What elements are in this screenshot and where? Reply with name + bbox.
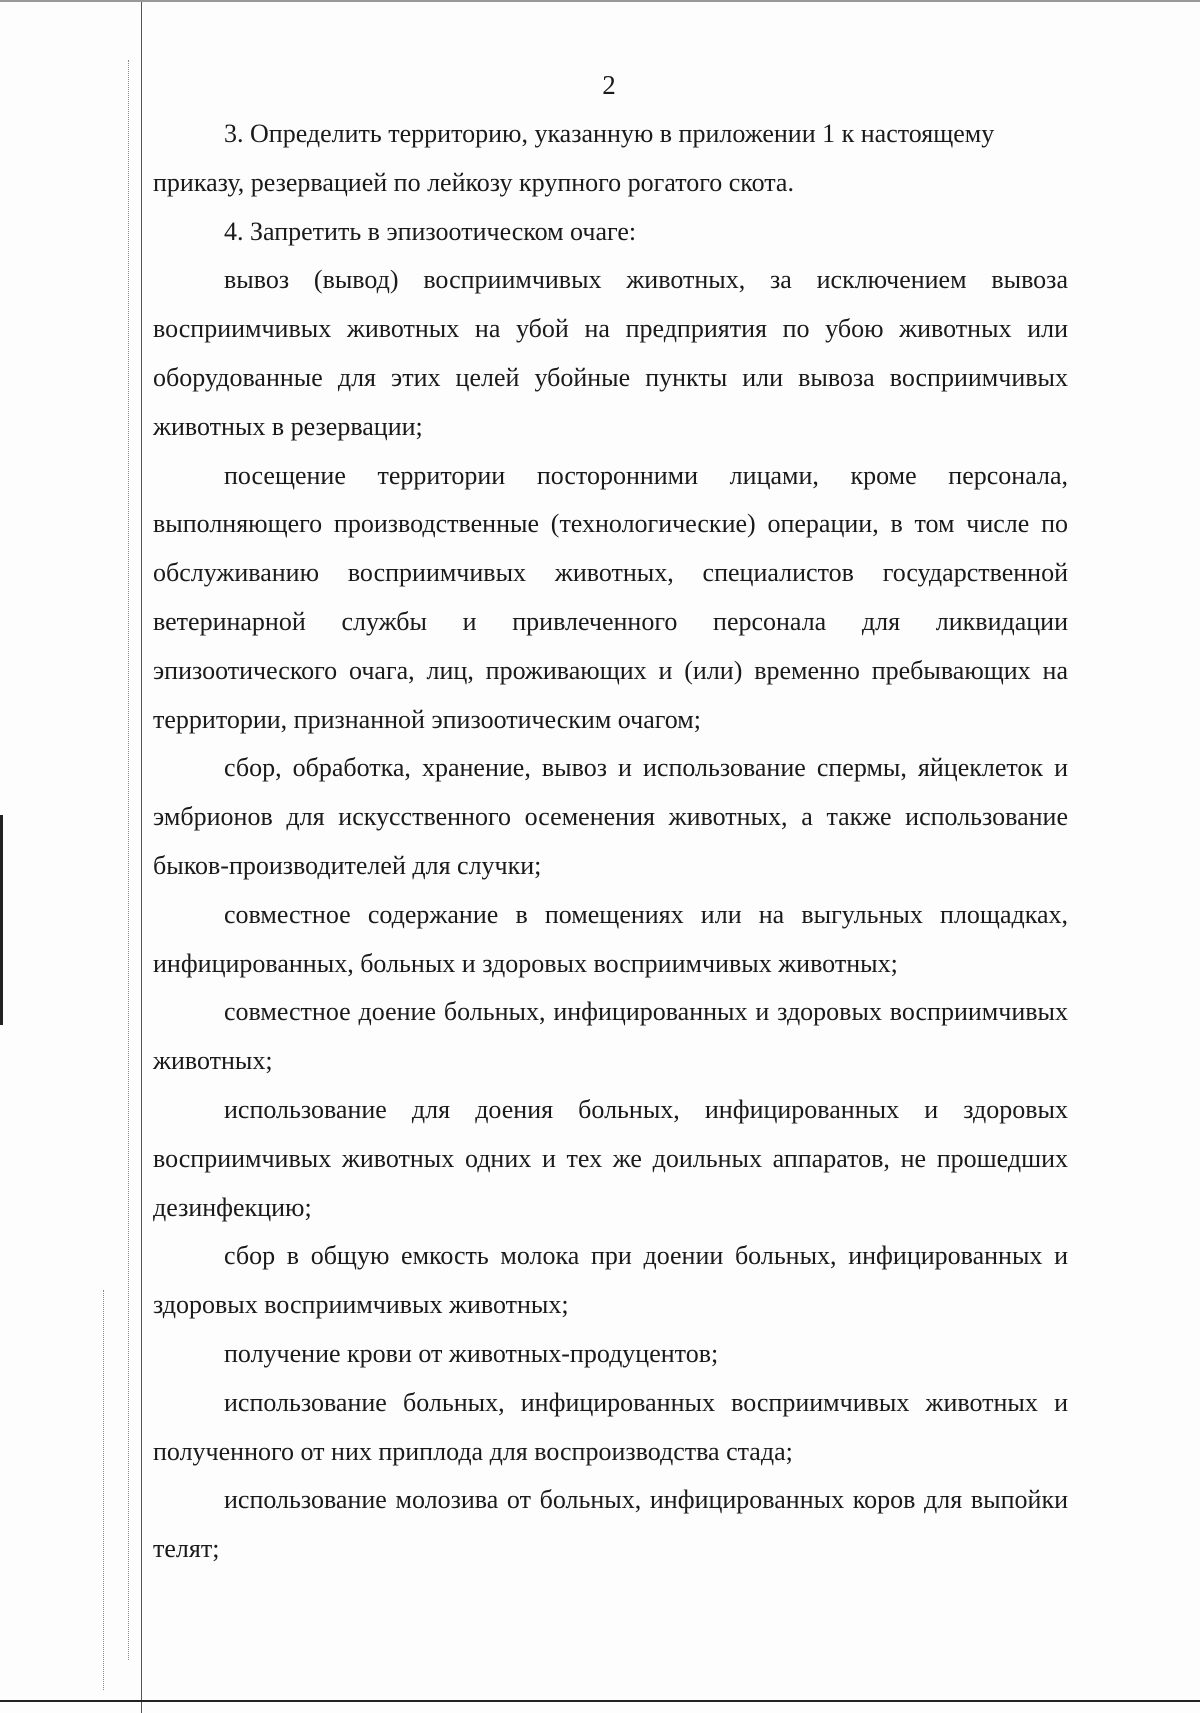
prohibition-export: вывоз (вывод) восприимчивых животных, за исключением вывоза восприимчивых животных на убой на предприятия по убою животных или оборудованные для этих целей убойные пункты или вывоза восприимчивых животных в резервации; <box>153 265 1068 441</box>
prohibition-milk-collection: сбор в общую емкость молока при доении больных, инфицированных и здоровых восприимчивых животных; <box>153 1241 1068 1320</box>
prohibition-joint-keeping: совместное содержание в помещениях или на выгульных площадках, инфицированных, больных и здоровых восприимчивых животных; <box>153 899 1068 978</box>
scan-dots <box>128 60 129 1660</box>
prohibition-breeding: использование больных, инфицированных восприимчивых животных и полученного от них приплода для воспроизводства стада; <box>153 1387 1068 1466</box>
scan-edge-line <box>0 1700 1200 1702</box>
prohibition-milking-apparatus: использование для доения больных, инфицированных и здоровых восприимчивых животных одних и тех же доильных аппаратов, не прошедших дезинфекцию; <box>153 1094 1068 1222</box>
scan-edge-line <box>0 815 3 1025</box>
scan-edge-line <box>141 0 142 1713</box>
paragraph-item-3: 3. Определить территорию, указанную в приложении 1 к настоящему приказу, резервацией по лейкозу крупного рогатого скота. <box>153 119 995 197</box>
prohibition-colostrum: использование молозива от больных, инфицированных коров для выпойки телят; <box>153 1485 1068 1564</box>
scan-edge-line <box>0 0 1200 2</box>
prohibition-blood: получение крови от животных-продуцентов; <box>224 1338 719 1368</box>
scan-dots <box>103 1290 104 1690</box>
prohibition-visits: посещение территории посторонними лицами, кроме персонала, выполняющего производственные (технологические) операции, в том числе по обслуживанию восприимчивых животных, специалистов государственной ветеринарной службы и привлеченного персонала для ликвидации эпизоотического очага, лиц, проживающих и (или) временно пребывающих на территории, признанной эпизоотическим очагом; <box>153 460 1068 734</box>
paragraph-item-4: 4. Запретить в эпизоотическом очаге: <box>224 216 637 246</box>
prohibition-sperm: сбор, обработка, хранение, вывоз и использование спермы, яйцеклеток и эмбрионов для искусственного осеменения животных, а также использование быков-производителей для случки; <box>153 753 1068 880</box>
page-number: 2 <box>602 70 616 100</box>
prohibition-joint-milking: совместное доение больных, инфицированных и здоровых восприимчивых животных; <box>153 997 1068 1076</box>
document-body <box>153 110 1068 1574</box>
